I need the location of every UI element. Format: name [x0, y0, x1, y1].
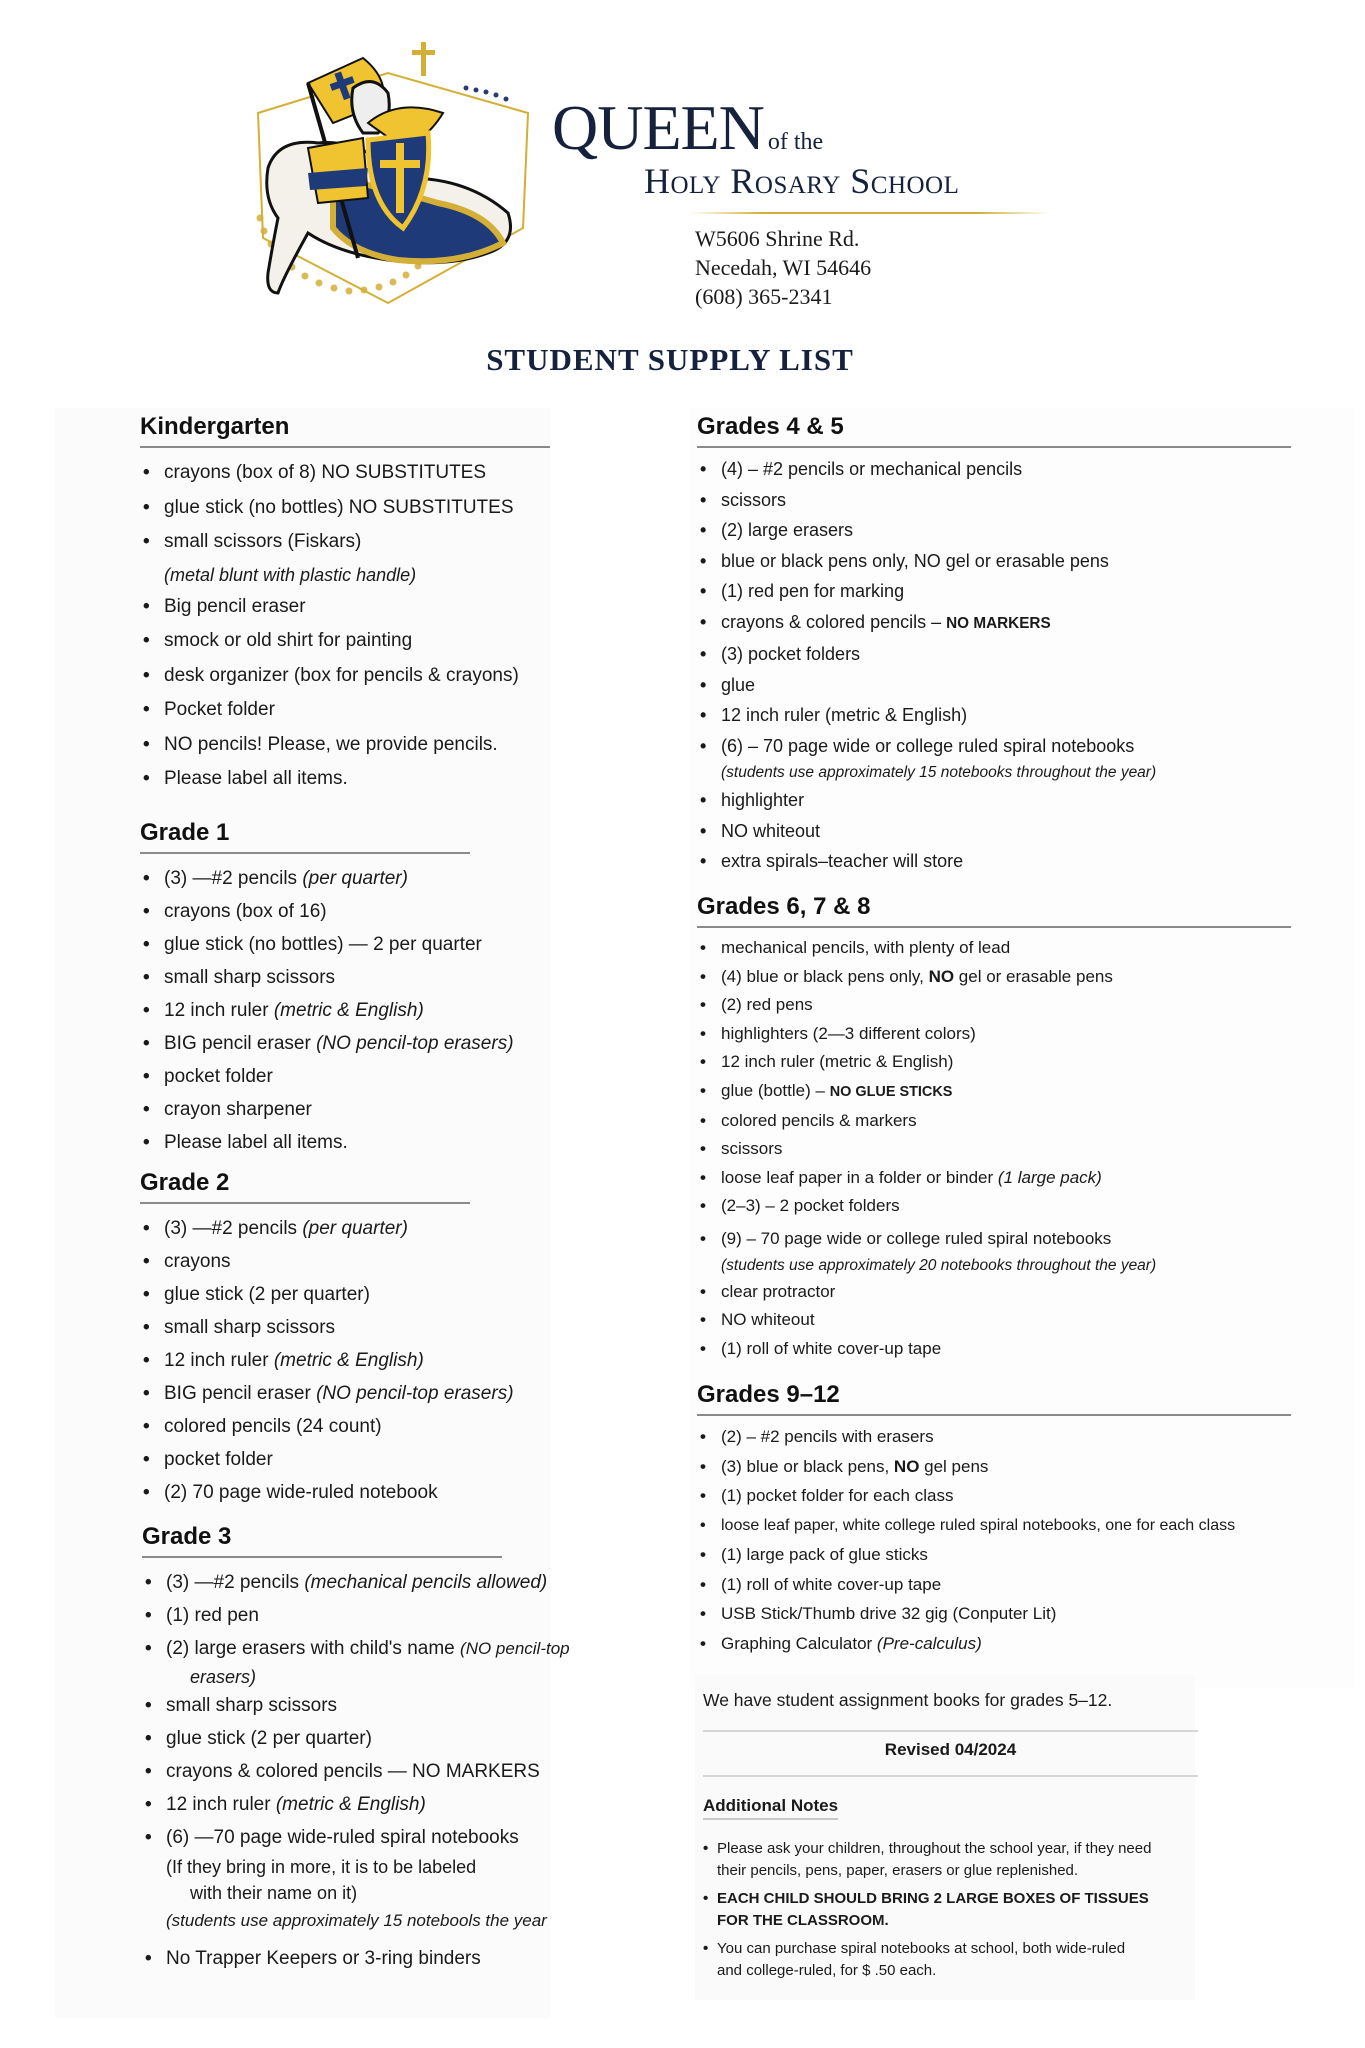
list-item: • (9) – 70 page wide or college ruled spiral notebooks	[697, 1225, 1291, 1254]
additional-notes-heading: Additional Notes	[703, 1796, 838, 1820]
knight-crest-icon	[238, 28, 548, 318]
header-gold-divider	[690, 212, 1050, 214]
supply-list	[697, 934, 1291, 1363]
item-emphasis: NO	[928, 966, 955, 986]
divider	[703, 1730, 1198, 1732]
item-text: small sharp scissors	[164, 1317, 336, 1338]
list-item: • clear protractor	[697, 1278, 1291, 1307]
list-item: • highlighter	[697, 785, 1291, 816]
section-kindergarten	[140, 412, 550, 797]
note-line: You can purchase spiral notebooks at school, both wide-ruled	[717, 1940, 1126, 1957]
address-city: Necedah, WI 54646	[695, 255, 872, 280]
supply-list	[140, 456, 550, 797]
item-text: BIG pencil eraser	[164, 1383, 317, 1404]
list-item: • glue stick (no bottles) NO SUBSTITUTES	[140, 491, 550, 526]
list-item: • Pocket folder	[140, 693, 550, 728]
item-note: (1 large pack)	[997, 1167, 1102, 1187]
supply-list	[140, 862, 514, 1159]
list-item	[140, 1443, 514, 1476]
item-text: 12 inch ruler	[164, 1000, 274, 1021]
list-item	[140, 1245, 514, 1278]
school-phone: (608) 365-2341	[695, 284, 833, 309]
list-item	[140, 1060, 514, 1093]
section-heading: Grades 9–12	[697, 1380, 1291, 1416]
item-note: (students use approximately 15 notebooks throughout the year)	[721, 764, 1157, 781]
section-grade-2	[140, 1168, 514, 1509]
list-item	[697, 963, 1291, 992]
item-text: crayons	[164, 1251, 231, 1272]
list-item: • (2) red pens	[697, 991, 1291, 1020]
note-line: and college-ruled, for $ .50 each.	[717, 1962, 937, 1979]
item-note: (Pre-calculus)	[876, 1633, 982, 1653]
item-note-continued: erasers)	[190, 1667, 257, 1687]
list-item	[140, 1410, 514, 1443]
school-address	[695, 224, 871, 311]
item-text: (3) —#2 pencils	[166, 1572, 305, 1593]
divider	[703, 1775, 1198, 1777]
list-item: • (2) large erasers	[697, 515, 1291, 546]
list-item	[140, 895, 514, 928]
item-text: glue stick (2 per quarter)	[164, 1284, 370, 1305]
note-item	[703, 1838, 1197, 1882]
list-item	[140, 1377, 514, 1410]
school-logo	[238, 28, 548, 318]
list-item	[142, 1599, 570, 1632]
item-note: (NO pencil-top	[460, 1639, 570, 1658]
item-text: (3) —#2 pencils	[164, 868, 303, 889]
list-item: • NO pencils! Please, we provide pencils.	[140, 728, 550, 763]
item-note: (metric & English)	[275, 1794, 426, 1815]
list-item: • glue	[697, 670, 1291, 701]
additional-notes-list	[703, 1838, 1197, 1988]
list-item	[142, 1566, 570, 1599]
list-item	[142, 1788, 570, 1821]
supply-list	[142, 1566, 570, 1975]
item-text: small sharp scissors	[164, 967, 336, 988]
list-item: • NO whiteout	[697, 816, 1291, 847]
section-heading: Grade 1	[140, 818, 470, 854]
list-item: • (4) – #2 pencils or mechanical pencils	[697, 454, 1291, 485]
item-text: colored pencils (24 count)	[164, 1416, 382, 1437]
item-text: (2) 70 page wide-ruled notebook	[164, 1482, 438, 1503]
list-item: • desk organizer (box for pencils & crayons)	[140, 659, 550, 694]
list-item: • (1) large pack of glue sticks	[697, 1540, 1291, 1570]
list-item: • 12 inch ruler (metric & English)	[697, 1048, 1291, 1077]
list-item: • scissors	[697, 1135, 1291, 1164]
school-name-queen: QUEEN	[552, 92, 764, 163]
item-text: small sharp scissors	[166, 1695, 338, 1716]
school-name	[552, 92, 1072, 206]
list-item: • (1) roll of white cover-up tape	[697, 1570, 1291, 1600]
item-text: crayons & colored pencils — NO MARKERS	[166, 1761, 540, 1782]
list-item	[140, 994, 514, 1027]
list-item	[140, 862, 514, 895]
list-item	[142, 1821, 570, 1854]
list-item	[140, 961, 514, 994]
list-item	[697, 1077, 1291, 1107]
item-text: (4) blue or black pens only,	[721, 966, 929, 986]
list-item	[140, 1126, 514, 1159]
item-text: No Trapper Keepers or 3-ring binders	[166, 1948, 481, 1969]
item-text: (2) large erasers with child's name	[166, 1638, 461, 1659]
item-text: glue stick (2 per quarter)	[166, 1728, 372, 1749]
section-heading: Kindergarten	[140, 412, 550, 448]
list-item: • (6) – 70 page wide or college ruled spiral notebooks	[697, 731, 1291, 762]
school-name-of-the: of the	[767, 129, 824, 155]
item-note: (If they bring in more, it is to be labeled	[166, 1857, 477, 1877]
list-item	[140, 1311, 514, 1344]
item-text: (1) red pen	[166, 1605, 259, 1626]
list-item	[142, 1689, 570, 1722]
item-text: (3) —#2 pencils	[164, 1218, 303, 1239]
item-text: 12 inch ruler	[166, 1794, 276, 1815]
item-text: (3) blue or black pens,	[721, 1456, 894, 1476]
item-note: (NO pencil-top erasers)	[316, 1033, 514, 1054]
supply-list	[140, 1212, 514, 1509]
note-line: EACH CHILD SHOULD BRING 2 LARGE BOXES OF TISSUES	[717, 1890, 1149, 1907]
list-item: • small scissors (Fiskars)	[140, 525, 550, 560]
list-item: • scissors	[697, 485, 1291, 516]
list-item	[697, 1629, 1291, 1659]
list-item: • (1) pocket folder for each class	[697, 1481, 1291, 1511]
item-note: (metric & English)	[273, 1350, 424, 1371]
item-text: (6) —70 page wide-ruled spiral notebooks	[166, 1827, 519, 1848]
item-note: (metric & English)	[273, 1000, 424, 1021]
item-text: gel pens	[919, 1456, 989, 1476]
list-item: • loose leaf paper, white college ruled spiral notebooks, one for each class	[697, 1511, 1291, 1541]
item-text: BIG pencil eraser	[164, 1033, 317, 1054]
list-item: • (2–3) – 2 pocket folders	[697, 1192, 1291, 1221]
list-item: • extra spirals–teacher will store	[697, 846, 1291, 877]
section-heading: Grades 4 & 5	[697, 412, 1291, 448]
item-text: Graphing Calculator	[721, 1633, 877, 1653]
section-heading: Grade 2	[140, 1168, 470, 1204]
item-emphasis: NO GLUE STICKS	[829, 1083, 953, 1100]
list-item	[140, 1093, 514, 1126]
note-item	[703, 1888, 1197, 1932]
section-grade-3	[142, 1522, 570, 1975]
item-text: glue (bottle) –	[721, 1080, 830, 1100]
list-item: • 12 inch ruler (metric & English)	[697, 700, 1291, 731]
section-grades-6-7-8	[697, 892, 1291, 1363]
list-item	[140, 1278, 514, 1311]
list-item	[140, 928, 514, 961]
list-item: • highlighters (2—3 different colors)	[697, 1020, 1291, 1049]
address-street: W5606 Shrine Rd.	[695, 226, 860, 251]
note-line: their pencils, pens, paper, erasers or glue replenished.	[717, 1862, 1079, 1879]
item-note: (mechanical pencils allowed)	[304, 1572, 548, 1593]
list-item	[697, 607, 1291, 640]
list-item	[697, 1452, 1291, 1482]
supply-list	[697, 1422, 1291, 1658]
note-item	[703, 1938, 1197, 1982]
item-text: gel or erasable pens	[954, 966, 1113, 986]
list-item: • (1) red pen for marking	[697, 576, 1291, 607]
item-text: glue stick (no bottles) — 2 per quarter	[164, 934, 482, 955]
item-note: (metal blunt with plastic handle)	[164, 564, 417, 585]
list-item: • mechanical pencils, with plenty of lead	[697, 934, 1291, 963]
list-item	[140, 1212, 514, 1245]
list-item: • blue or black pens only, NO gel or erasable pens	[697, 546, 1291, 577]
list-item: • crayons (box of 8) NO SUBSTITUTES	[140, 456, 550, 491]
item-text: crayons & colored pencils –	[721, 611, 947, 632]
section-heading: Grades 6, 7 & 8	[697, 892, 1291, 928]
assignment-books-note: We have student assignment books for grades 5–12.	[703, 1690, 1113, 1710]
list-item: • (1) roll of white cover-up tape	[697, 1335, 1291, 1364]
list-item	[140, 1344, 514, 1377]
school-name-holy-rosary: Holy Rosary School	[644, 161, 960, 201]
list-item: • USB Stick/Thumb drive 32 gig (Conputer Lit)	[697, 1599, 1291, 1629]
item-text: Please label all items.	[164, 1132, 348, 1153]
item-text: crayons (box of 16)	[164, 901, 327, 922]
item-text: crayon sharpener	[164, 1099, 312, 1120]
list-item: • NO whiteout	[697, 1306, 1291, 1335]
section-grades-9-12	[697, 1380, 1291, 1658]
note-line: Please ask your children, throughout the school year, if they need	[717, 1840, 1152, 1857]
list-item	[142, 1722, 570, 1755]
page-title: STUDENT SUPPLY LIST	[486, 342, 854, 377]
supply-list	[697, 454, 1291, 877]
list-item	[142, 1755, 570, 1788]
list-item: • (2) – #2 pencils with erasers	[697, 1422, 1291, 1452]
item-note: (per quarter)	[302, 868, 408, 889]
item-text: pocket folder	[164, 1449, 273, 1470]
item-note: (students use approximately 15 notebools the year	[166, 1911, 547, 1930]
item-text: loose leaf paper in a folder or binder	[721, 1167, 998, 1187]
list-item	[142, 1942, 570, 1975]
section-heading: Grade 3	[142, 1522, 502, 1558]
list-item	[140, 1027, 514, 1060]
item-note: (students use approximately 20 notebooks throughout the year)	[721, 1256, 1157, 1274]
list-item: • colored pencils & markers	[697, 1107, 1291, 1136]
list-item: • smock or old shirt for painting	[140, 624, 550, 659]
list-item	[140, 1476, 514, 1509]
list-item	[697, 1164, 1291, 1193]
item-text: pocket folder	[164, 1066, 273, 1087]
item-note: (per quarter)	[302, 1218, 408, 1239]
list-item	[142, 1632, 570, 1665]
list-item: • Big pencil eraser	[140, 590, 550, 625]
note-line: FOR THE CLASSROOM.	[717, 1912, 889, 1929]
list-item: • (3) pocket folders	[697, 639, 1291, 670]
item-note: (NO pencil-top erasers)	[316, 1383, 514, 1404]
section-grades-4-5	[697, 412, 1291, 877]
section-grade-1	[140, 818, 514, 1159]
revised-date: Revised 04/2024	[884, 1740, 1017, 1759]
item-emphasis: NO	[893, 1456, 920, 1476]
list-item: • Please label all items.	[140, 762, 550, 797]
item-note: with their name on it)	[190, 1883, 358, 1903]
no-markers-emphasis: NO MARKERS	[946, 614, 1051, 632]
item-text: 12 inch ruler	[164, 1350, 274, 1371]
